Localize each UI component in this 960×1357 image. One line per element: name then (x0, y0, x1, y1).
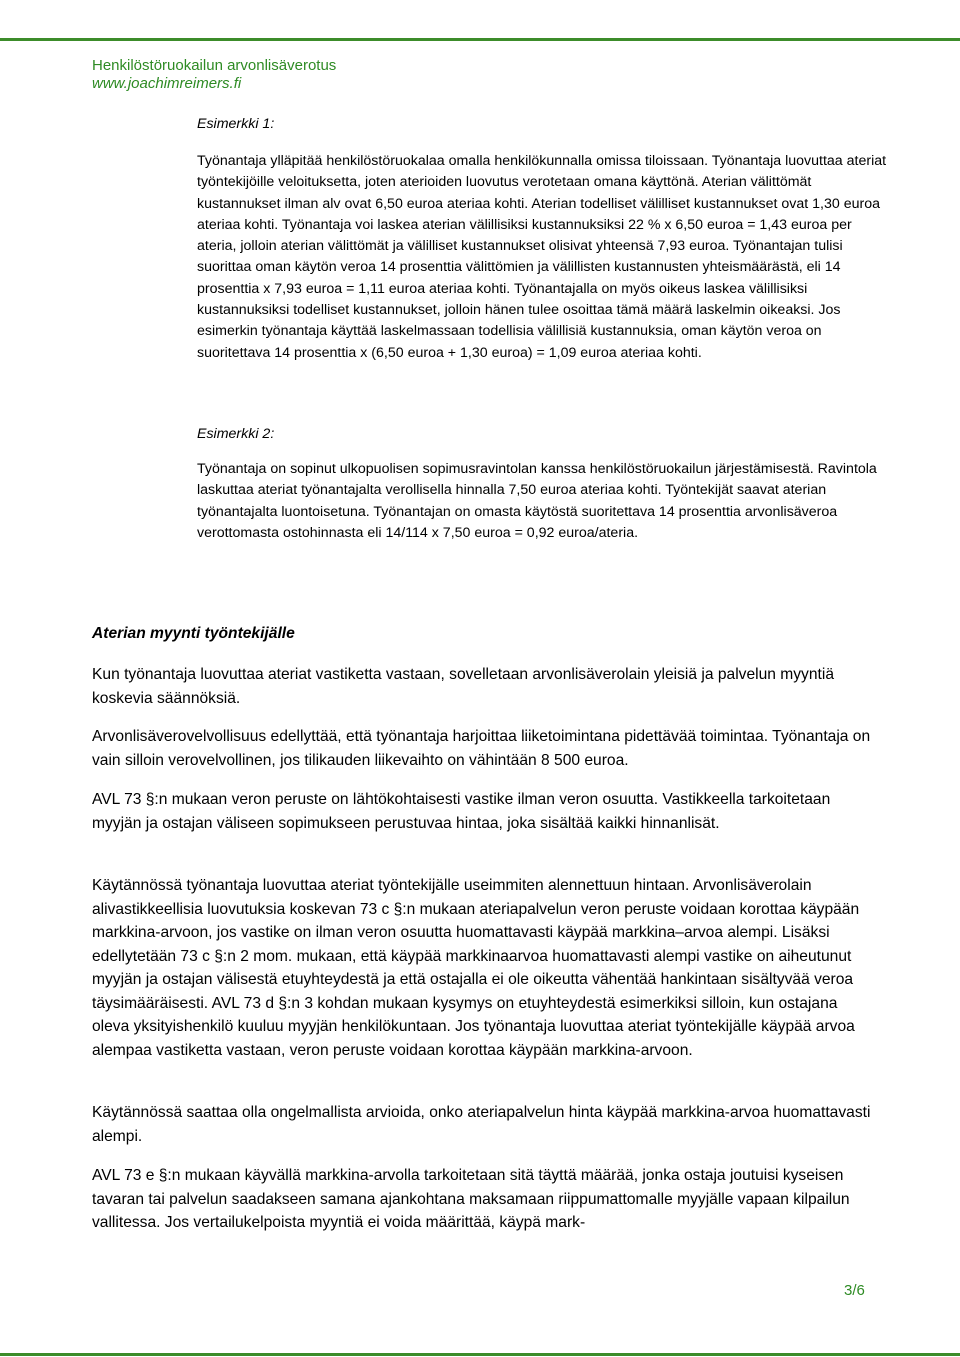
paragraph: AVL 73 §:n mukaan veron peruste on lähtökohtaisesti vastike ilman veron osuutta. Vastikkeella tarkoitetaan myyjän ja ostajan väliseen sopimukseen perustuvaa hintaa, joka sisältää kaikki hinnanlisät. (92, 791, 831, 832)
example-2 (197, 424, 887, 445)
top-rule (0, 38, 960, 41)
page-header (92, 57, 336, 93)
paragraph: Käytännössä työnantaja luovuttaa ateriat työntekijälle useimmiten alennettuun hintaan. Arvonlisäverolain alivastikkeellisia luovutuksia koskevan 73 c §:n mukaan ateriapalvelun veron peruste voidaan korottaa käypään markkina-arvoon, jos vastike on ilman veron osuutta huomattavasti käypää markkina–arvoa alempi. Lisäksi edellytetään 73 c §:n 2 mom. mukaan, että käypää markkinaarvoa huomattavasti alempi vastike on aiheutunut myyjän ja ostajan välisestä etuyhteydestä ja että ostajalla ei ole oikeutta vähentää hankintaan sisältyvää veroa täysimääräisesti. AVL 73 d §:n 3 kohdan mukaan kysymys on etuyhteydestä esimerkiksi silloin, kun ostajana oleva yksityishenkilö kuuluu myyjän henkilökuntaan. Jos työnantaja luovuttaa ateriat työntekijälle käypää arvoa alempaa vastiketta vastaan, veron peruste voidaan korottaa käypään markkina-arvoon. (92, 877, 860, 1059)
document-title: Henkilöstöruokailun arvonlisäverotus (92, 57, 337, 74)
section-paragraph-3 (92, 788, 872, 835)
example-1 (197, 114, 887, 135)
example-1-body (197, 151, 887, 364)
example-1-label: Esimerkki 1: (197, 116, 275, 132)
paragraph: Käytännössä saattaa olla ongelmallista arvioida, onko ateriapalvelun hinta käypää markkina-arvoa huomattavasti alempi. (92, 1104, 871, 1145)
section-paragraph-2 (92, 725, 872, 772)
section-paragraph-6 (92, 1164, 872, 1235)
example-2-paragraph: Työnantaja on sopinut ulkopuolisen sopimusravintolan kanssa henkilöstöruokailun järjestämisestä. Ravintola laskuttaa ateriat työnantajalta verollisella hinnalla 7,50 euroa ateriaa kohti. Työntekijät saavat aterian työnantajalta luontoisetuna. Työnantajan on omasta käytöstä suoritettava 14 prosenttia arvonlisäveroa verottomasta ostohinnasta eli 14/114 x 7,50 euroa = 0,92 euroa/ateria. (197, 461, 877, 541)
section-paragraph-1 (92, 663, 872, 710)
example-2-body (197, 459, 887, 544)
paragraph: Arvonlisäverovelvollisuus edellyttää, että työnantaja harjoittaa liiketoimintana pidettävää toimintaa. Työnantaja on vain silloin verovelvollinen, jos tilikauden liikevaihto on vähintään 8 500 euroa. (92, 728, 871, 769)
website-url: www.joachimreimers.fi (92, 75, 242, 92)
section-paragraph-4 (92, 874, 872, 1062)
example-2-label: Esimerkki 2: (197, 426, 275, 442)
paragraph: AVL 73 e §:n mukaan käyvällä markkina-arvolla tarkoitetaan sitä täyttä määrää, jonka ostaja joutuisi kyseisen tavaran tai palvelun saadakseen samana ajankohtana maksamaan riippumattomalle myyjälle vapaan kilpailun vallitessa. Jos vertailukelpoista myyntiä ei voida määrittää, käypä mark- (92, 1167, 850, 1231)
example-1-paragraph: Työnantaja ylläpitää henkilöstöruokalaa omalla henkilökunnalla omissa tiloissaan. Työnantaja luovuttaa ateriat työntekijöille veloituksetta, joten aterioiden luovutus verotetaan omana käyttönä. Aterian välittömät kustannukset ilman alv ovat 6,50 euroa ateriaa kohti. Aterian todelliset välilliset kustannukset ovat 1,30 euroa ateriaa kohti. Työnantaja voi laskea aterian välillisiksi kustannuksiksi 22 % x 6,50 euroa = 1,43 euroa per ateria, jolloin aterian välittömät ja välilliset kustannukset olisivat yhteensä 7,93 euroa. Työnantajan tulisi suorittaa oman käytön veroa 14 prosenttia välittömien ja välillisten kustannusten yhteismäärästä, eli 14 prosenttia x 7,93 euroa = 1,11 euroa ateriaa kohti. Työnantajalla on myös oikeus laskea välillisiksi kustannuksiksi todelliset kustannukset, jolloin hänen tulee osoittaa tämä määrä laskelmin oikeaksi. Jos esimerkin työnantaja käyttää laskelmassaan todellisia välillisiä kustannuksia, oman käytön veroa on suoritettava 14 prosenttia x (6,50 euroa + 1,30 euroa) = 1,09 euroa ateriaa kohti. (197, 153, 887, 361)
paragraph: Kun työnantaja luovuttaa ateriat vastiketta vastaan, sovelletaan arvonlisäverolain yleisiä ja palvelun myyntiä koskevia säännöksiä. (92, 666, 834, 707)
page-number: 3/6 (844, 1282, 865, 1299)
bottom-rule (0, 1353, 960, 1356)
section-heading-block (92, 622, 872, 646)
section-paragraph-5 (92, 1101, 872, 1148)
section-heading: Aterian myynti työntekijälle (92, 625, 295, 642)
